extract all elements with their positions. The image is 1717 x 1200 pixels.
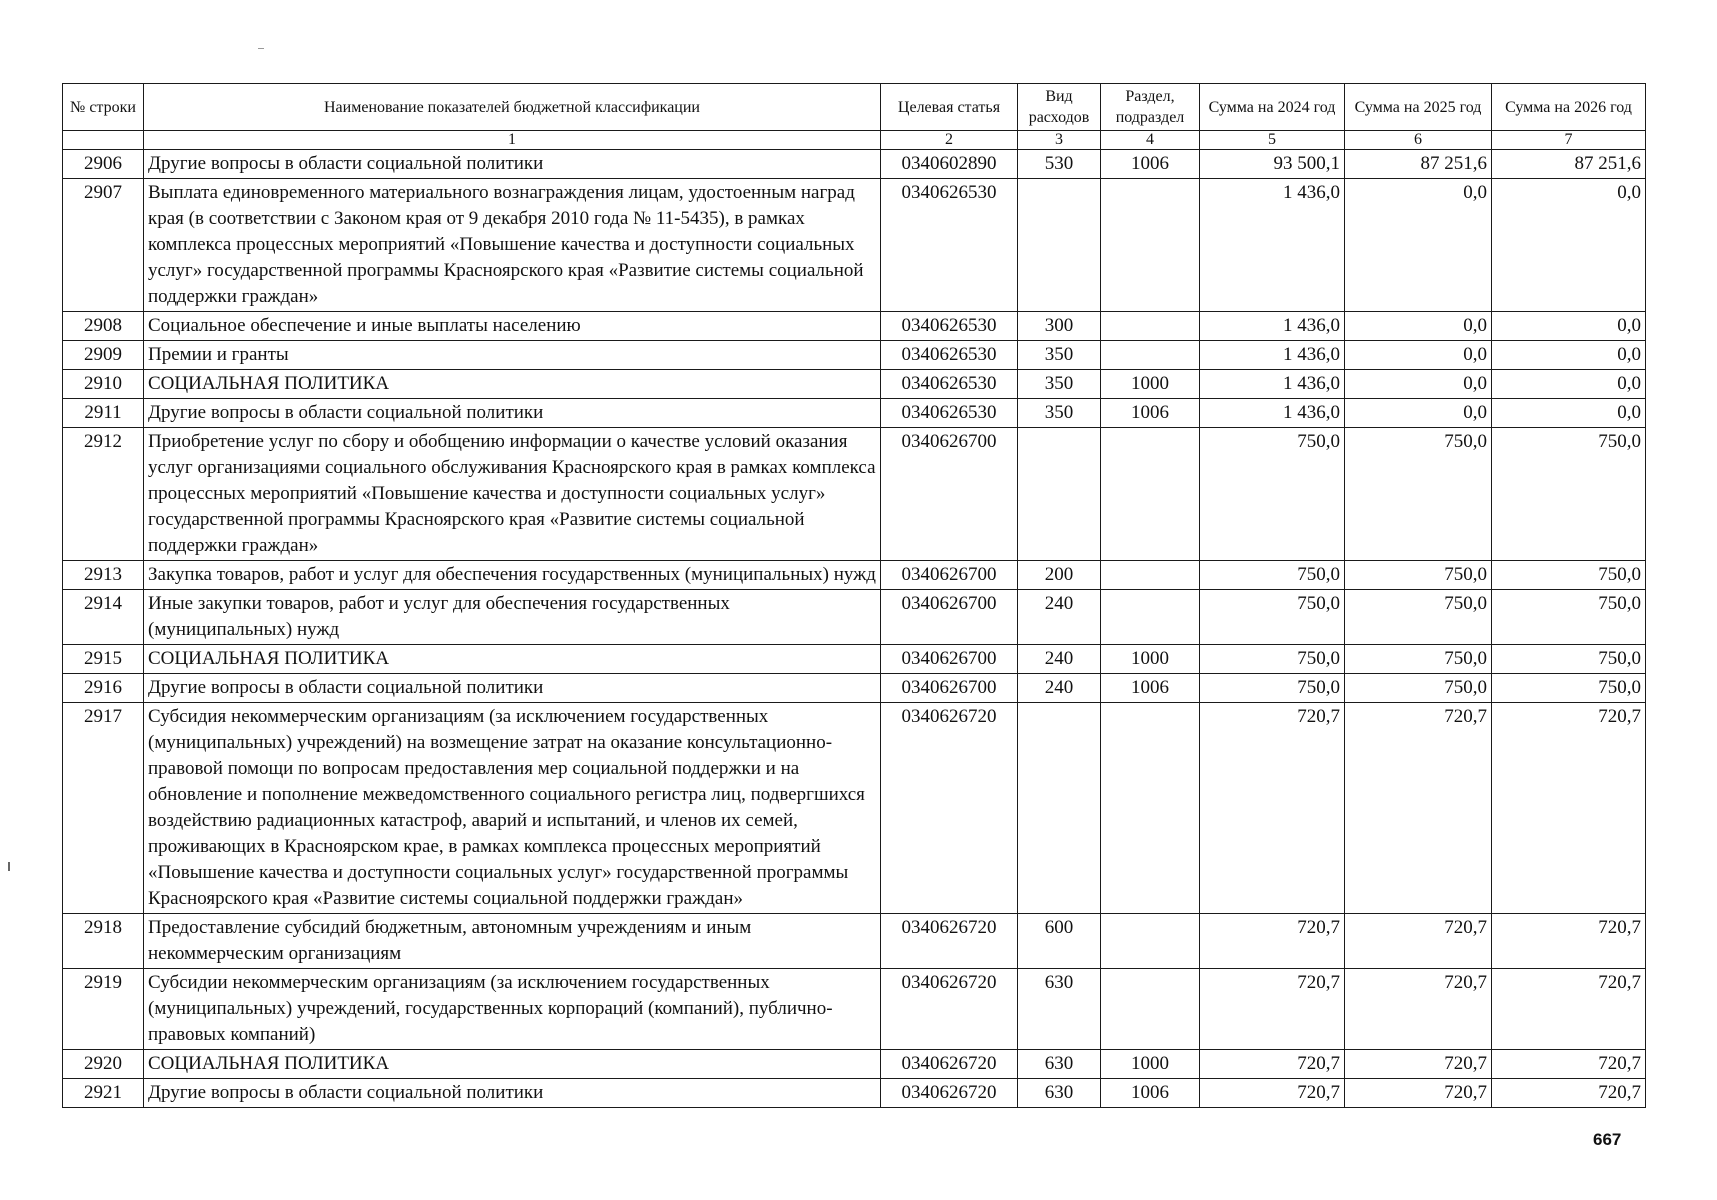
row-number: 2916 [63,674,144,703]
header-sum-2025: Сумма на 2025 год [1345,84,1492,131]
row-sum-2026: 750,0 [1492,590,1646,645]
row-target-code: 0340626700 [881,561,1018,590]
row-number: 2919 [63,969,144,1050]
row-target-code: 0340626530 [881,179,1018,312]
row-sum-2026: 0,0 [1492,341,1646,370]
column-number: 1 [144,131,881,150]
row-expense-type: 240 [1018,674,1101,703]
row-sum-2025: 0,0 [1345,399,1492,428]
column-number: 2 [881,131,1018,150]
row-target-code: 0340626700 [881,674,1018,703]
scan-mark [258,48,264,49]
row-target-code: 0340626700 [881,428,1018,561]
row-section: 1006 [1101,150,1200,179]
table-row [63,561,1646,590]
row-target-code: 0340626700 [881,590,1018,645]
row-name: Другие вопросы в области социальной политики [144,1079,881,1108]
row-section [1101,561,1200,590]
row-target-code: 0340626530 [881,341,1018,370]
row-name: Премии и гранты [144,341,881,370]
row-target-code: 0340626700 [881,645,1018,674]
header-name: Наименование показателей бюджетной классификации [144,84,881,131]
row-target-code: 0340626720 [881,1079,1018,1108]
row-section [1101,428,1200,561]
row-sum-2026: 720,7 [1492,914,1646,969]
row-sum-2026: 720,7 [1492,969,1646,1050]
row-number: 2920 [63,1050,144,1079]
row-sum-2024: 720,7 [1200,1079,1345,1108]
row-sum-2025: 750,0 [1345,428,1492,561]
row-sum-2024: 1 436,0 [1200,341,1345,370]
row-expense-type: 530 [1018,150,1101,179]
row-sum-2025: 720,7 [1345,969,1492,1050]
row-number: 2909 [63,341,144,370]
row-target-code: 0340626530 [881,312,1018,341]
row-number: 2911 [63,399,144,428]
table-row [63,399,1646,428]
header-razdel: Раздел, подраздел [1101,84,1200,131]
row-number: 2913 [63,561,144,590]
table-row [63,914,1646,969]
row-sum-2026: 0,0 [1492,370,1646,399]
row-sum-2025: 0,0 [1345,370,1492,399]
row-expense-type [1018,428,1101,561]
row-sum-2026: 750,0 [1492,645,1646,674]
row-target-code: 0340626720 [881,969,1018,1050]
row-sum-2025: 87 251,6 [1345,150,1492,179]
header-num: № строки [63,84,144,131]
row-expense-type: 600 [1018,914,1101,969]
row-name: Предоставление субсидий бюджетным, автономным учреждениям и иным некоммерческим организациям [144,914,881,969]
header-code: Целевая статья [881,84,1018,131]
row-target-code: 0340626720 [881,703,1018,914]
row-expense-type: 350 [1018,370,1101,399]
row-name: СОЦИАЛЬНАЯ ПОЛИТИКА [144,370,881,399]
row-sum-2025: 750,0 [1345,645,1492,674]
column-number-row [63,131,1646,150]
row-expense-type: 300 [1018,312,1101,341]
table-row [63,674,1646,703]
row-section [1101,341,1200,370]
row-sum-2025: 750,0 [1345,674,1492,703]
row-section [1101,914,1200,969]
row-expense-type: 350 [1018,399,1101,428]
header-row [63,84,1646,131]
row-sum-2024: 93 500,1 [1200,150,1345,179]
table-row [63,703,1646,914]
row-name: СОЦИАЛЬНАЯ ПОЛИТИКА [144,645,881,674]
row-sum-2024: 1 436,0 [1200,399,1345,428]
row-expense-type: 240 [1018,645,1101,674]
row-section: 1000 [1101,645,1200,674]
table-row [63,428,1646,561]
row-sum-2026: 750,0 [1492,428,1646,561]
row-sum-2026: 0,0 [1492,399,1646,428]
table-row [63,645,1646,674]
budget-table [62,83,1646,1108]
column-number: 4 [1101,131,1200,150]
row-target-code: 0340602890 [881,150,1018,179]
row-section [1101,969,1200,1050]
row-sum-2025: 720,7 [1345,703,1492,914]
row-sum-2025: 750,0 [1345,590,1492,645]
row-expense-type: 240 [1018,590,1101,645]
row-expense-type: 630 [1018,969,1101,1050]
row-sum-2024: 1 436,0 [1200,312,1345,341]
row-section: 1000 [1101,1050,1200,1079]
row-name: Выплата единовременного материального вознаграждения лицам, удостоенным наград края (в соответствии с Законом края от 9 декабря 2010 года № 11-5435), в рамках комплекса процессных мероприятий «Повышение качества и доступности социальных услуг» государственной программы Красноярского края «Развитие системы социальной поддержки граждан» [144,179,881,312]
row-sum-2026: 720,7 [1492,1050,1646,1079]
row-sum-2025: 720,7 [1345,914,1492,969]
row-number: 2907 [63,179,144,312]
row-sum-2026: 720,7 [1492,1079,1646,1108]
row-sum-2024: 1 436,0 [1200,179,1345,312]
row-sum-2025: 720,7 [1345,1050,1492,1079]
row-expense-type [1018,179,1101,312]
column-number: 7 [1492,131,1646,150]
row-number: 2915 [63,645,144,674]
row-number: 2918 [63,914,144,969]
row-number: 2914 [63,590,144,645]
row-expense-type: 200 [1018,561,1101,590]
page-number: 667 [1593,1130,1622,1149]
row-sum-2024: 720,7 [1200,1050,1345,1079]
row-section [1101,312,1200,341]
row-sum-2024: 750,0 [1200,590,1345,645]
row-number: 2921 [63,1079,144,1108]
row-number: 2912 [63,428,144,561]
column-number: 6 [1345,131,1492,150]
row-sum-2026: 0,0 [1492,312,1646,341]
row-target-code: 0340626720 [881,1050,1018,1079]
row-section [1101,590,1200,645]
row-number: 2917 [63,703,144,914]
row-sum-2025: 750,0 [1345,561,1492,590]
row-name: Иные закупки товаров, работ и услуг для обеспечения государственных (муниципальных) нужд [144,590,881,645]
row-section: 1000 [1101,370,1200,399]
header-vid: Вид расходов [1018,84,1101,131]
row-expense-type [1018,703,1101,914]
row-sum-2024: 750,0 [1200,645,1345,674]
table-row [63,150,1646,179]
row-section: 1006 [1101,674,1200,703]
row-name: Другие вопросы в области социальной политики [144,399,881,428]
row-number: 2906 [63,150,144,179]
column-number [63,131,144,150]
row-name: Другие вопросы в области социальной политики [144,674,881,703]
row-sum-2024: 720,7 [1200,969,1345,1050]
row-target-code: 0340626720 [881,914,1018,969]
table-row [63,1050,1646,1079]
row-sum-2026: 87 251,6 [1492,150,1646,179]
row-sum-2026: 0,0 [1492,179,1646,312]
row-name: Субсидии некоммерческим организациям (за исключением государственных (муниципальных) учреждений, государственных корпораций (компаний), публично-правовых компаний) [144,969,881,1050]
row-section: 1006 [1101,1079,1200,1108]
row-sum-2024: 750,0 [1200,674,1345,703]
row-sum-2024: 720,7 [1200,703,1345,914]
row-name: СОЦИАЛЬНАЯ ПОЛИТИКА [144,1050,881,1079]
row-name: Субсидия некоммерческим организациям (за исключением государственных (муниципальных) учреждений) на возмещение затрат на оказание консультационно-правовой помощи по вопросам предоставления мер социальной поддержки и на обновление и пополнение межведомственного социального регистра лиц, подвергшихся воздействию радиационных катастроф, аварий и испытаний, и членов их семей, проживающих в Красноярском крае, в рамках комплекса процессных мероприятий «Повышение качества и доступности социальных услуг» государственной программы Красноярского края «Развитие системы социальной поддержки граждан» [144,703,881,914]
column-number: 5 [1200,131,1345,150]
row-sum-2025: 0,0 [1345,312,1492,341]
table-row [63,341,1646,370]
table-row [63,312,1646,341]
header-sum-2026: Сумма на 2026 год [1492,84,1646,131]
table-row [63,179,1646,312]
row-target-code: 0340626530 [881,370,1018,399]
row-sum-2024: 1 436,0 [1200,370,1345,399]
row-expense-type: 350 [1018,341,1101,370]
scan-mark [8,862,10,871]
table-row [63,370,1646,399]
row-expense-type: 630 [1018,1079,1101,1108]
table-row [63,590,1646,645]
row-sum-2024: 750,0 [1200,428,1345,561]
row-expense-type: 630 [1018,1050,1101,1079]
row-section [1101,179,1200,312]
row-sum-2024: 750,0 [1200,561,1345,590]
row-name: Приобретение услуг по сбору и обобщению информации о качестве условий оказания услуг организациями социального обслуживания Красноярского края в рамках комплекса процессных мероприятий «Повышение качества и доступности социальных услуг» государственной программы Красноярского края «Развитие системы социальной поддержки граждан» [144,428,881,561]
row-section [1101,703,1200,914]
row-target-code: 0340626530 [881,399,1018,428]
row-name: Закупка товаров, работ и услуг для обеспечения государственных (муниципальных) нужд [144,561,881,590]
column-number: 3 [1018,131,1101,150]
row-sum-2025: 0,0 [1345,179,1492,312]
table-row [63,969,1646,1050]
row-sum-2025: 0,0 [1345,341,1492,370]
row-sum-2026: 720,7 [1492,703,1646,914]
table-row [63,1079,1646,1108]
row-sum-2025: 720,7 [1345,1079,1492,1108]
row-sum-2026: 750,0 [1492,674,1646,703]
row-section: 1006 [1101,399,1200,428]
row-name: Социальное обеспечение и иные выплаты населению [144,312,881,341]
row-number: 2908 [63,312,144,341]
row-sum-2026: 750,0 [1492,561,1646,590]
row-name: Другие вопросы в области социальной политики [144,150,881,179]
row-number: 2910 [63,370,144,399]
row-sum-2024: 720,7 [1200,914,1345,969]
header-sum-2024: Сумма на 2024 год [1200,84,1345,131]
